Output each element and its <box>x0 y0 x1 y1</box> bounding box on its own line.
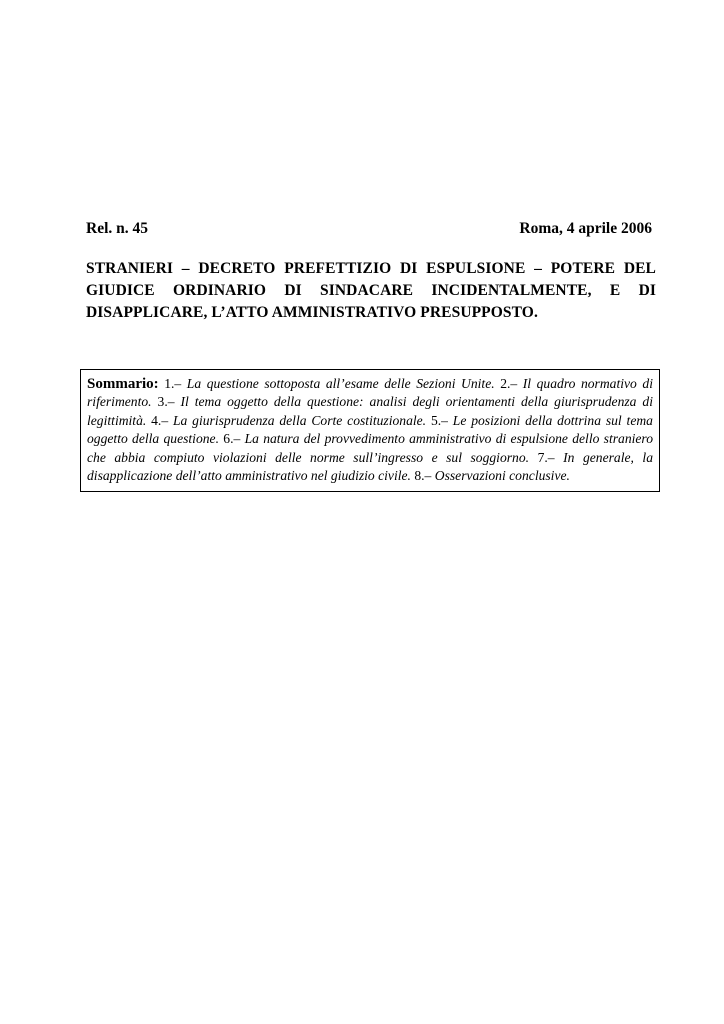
summary-item-number: 8.– <box>414 468 432 484</box>
summary-label: Sommario: <box>87 376 159 392</box>
summary-item-text: In generale, la disapplicazione dell’atto amministrativo nel giudizio civile. <box>87 449 654 484</box>
document-header <box>86 220 652 238</box>
report-number: Rel. n. 45 <box>86 220 148 237</box>
summary-item-number: 1.– <box>164 376 182 391</box>
summary-item-text: Le posizioni della dottrina sul tema oggetto della questione. <box>87 412 653 447</box>
summary-box <box>80 369 660 492</box>
summary-item <box>151 413 426 428</box>
summary-item-text: Il quadro normativo di riferimento. <box>87 376 653 410</box>
summary-item-text: Il tema oggetto della questione: analisi degli orientamenti della giurisprudenza di legittimità. <box>87 394 653 428</box>
summary-item-text: La natura del provvedimento amministrativo di espulsione dello straniero che abbia compiuto violazioni delle norme sull’ingresso e sul soggiorno. <box>87 431 654 465</box>
summary-item-number: 7.– <box>537 449 555 465</box>
summary-item <box>164 376 494 391</box>
summary-item-number: 5.– <box>430 412 448 428</box>
summary-item-number: 6.– <box>223 431 241 447</box>
summary-item <box>414 468 570 483</box>
summary-item-text: La questione sottoposta all’esame delle Sezioni Unite. <box>186 376 495 391</box>
summary-item-text: Osservazioni conclusive. <box>434 468 570 484</box>
summary-item-number: 3.– <box>157 394 175 410</box>
summary-item-number: 2.– <box>500 376 518 391</box>
summary-item-text: La giurisprudenza della Corte costituzionale. <box>172 412 427 428</box>
summary-item-number: 4.– <box>151 412 169 428</box>
document-title: STRANIERI – DECRETO PREFETTIZIO DI ESPULSIONE – POTERE DEL GIUDICE ORDINARIO DI SINDACARE INCIDENTALMENTE, E DI DISAPPLICARE, L’ATTO AMMINISTRATIVO PRESUPPOSTO. <box>86 260 656 321</box>
place-and-date: Roma, 4 aprile 2006 <box>519 220 652 237</box>
